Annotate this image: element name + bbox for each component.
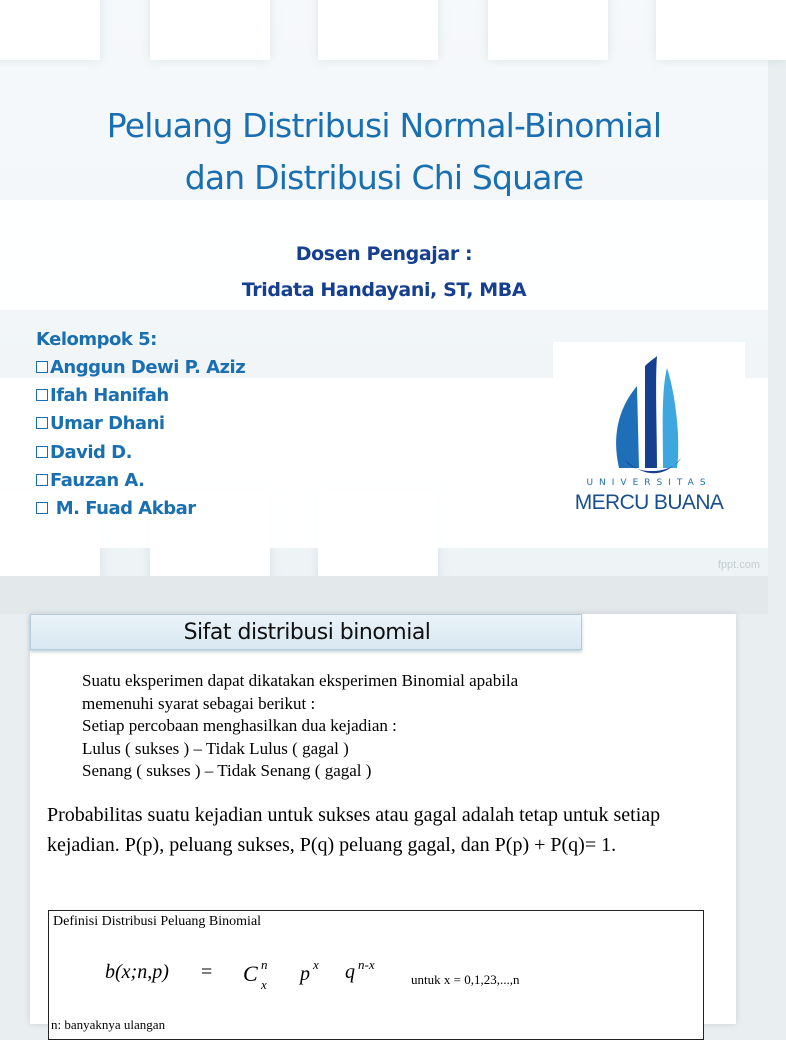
formula-c-subscript: x <box>261 977 267 992</box>
definition-note: n: banyaknya ulangan <box>51 1017 166 1032</box>
list-item <box>36 467 245 495</box>
checkbox-bullet-icon <box>36 502 48 514</box>
formula-p-superscript: x <box>313 957 319 972</box>
lecturer-block <box>0 236 768 308</box>
content-slide <box>30 614 736 1032</box>
watermark: fppt.com <box>717 559 760 571</box>
formula-c-superscript: n <box>261 957 268 972</box>
logo-name: MERCU BUANA <box>574 491 724 514</box>
list-item <box>36 382 245 410</box>
formula-q-superscript: n-x <box>358 957 375 972</box>
slide-heading: Sifat distribusi binomial <box>183 620 431 645</box>
member-list <box>36 354 245 523</box>
bg-tile <box>656 0 786 60</box>
formula-equals: = <box>201 961 213 983</box>
checkbox-bullet-icon <box>36 474 48 486</box>
definition-title: Definisi Distribusi Peluang Binomial <box>53 914 262 929</box>
probability-paragraph: Probabilitas suatu kejadian untuk sukses atau gagal adalah tetap untuk setiap kejadian. P(p), peluang sukses, P(q) peluang gagal, dan P(p) + P(q)= 1. <box>47 804 661 856</box>
definition-box <box>48 910 704 1040</box>
mercu-buana-emblem-icon <box>553 342 745 478</box>
list-item <box>36 410 245 438</box>
page-title <box>0 100 768 204</box>
formula-p: p <box>300 963 310 985</box>
logo-university-text: UNIVERSITAS <box>586 478 712 488</box>
member-name: M. Fuad Akbar <box>50 498 196 520</box>
member-name: Fauzan A. <box>50 469 145 491</box>
university-logo <box>553 342 745 532</box>
member-name: David D. <box>50 441 132 463</box>
list-item <box>36 495 245 523</box>
checkbox-bullet-icon <box>36 389 48 401</box>
intro-line: Senang ( sukses ) – Tidak Senang ( gagal ) <box>82 761 372 780</box>
formula-condition: untuk x = 0,1,23,...,n <box>411 972 520 987</box>
checkbox-bullet-icon <box>36 417 48 429</box>
checkbox-bullet-icon <box>36 361 48 373</box>
intro-text <box>82 670 518 783</box>
bg-tile <box>0 0 100 60</box>
bg-tile <box>318 0 438 60</box>
lecturer-name: Tridata Handayani, ST, MBA <box>241 279 527 301</box>
title-line-1: Peluang Distribusi Normal-Binomial <box>106 106 662 145</box>
intro-line: Suatu eksperimen dapat dikatakan eksperimen Binomial apabila <box>82 671 519 690</box>
member-name: Umar Dhani <box>50 413 165 435</box>
formula-combination: C <box>243 961 258 986</box>
intro-line: memenuhi syarat sebagai berikut : <box>82 693 316 713</box>
list-item <box>36 354 245 382</box>
list-item <box>36 439 245 467</box>
member-name: Anggun Dewi P. Aziz <box>50 357 246 378</box>
title-line-2: dan Distribusi Chi Square <box>184 158 584 197</box>
heading-bar <box>30 614 582 650</box>
formula-lhs: b(x;n,p) <box>105 961 169 983</box>
slide-gap <box>0 576 768 614</box>
intro-line: Setiap percobaan menghasilkan dua kejadian : <box>82 716 397 735</box>
intro-line: Lulus ( sukses ) – Tidak Lulus ( gagal ) <box>82 738 349 758</box>
checkbox-bullet-icon <box>36 446 48 458</box>
bg-tile <box>488 0 608 60</box>
member-name: Ifah Hanifah <box>50 385 169 407</box>
lecturer-label: Dosen Pengajar : <box>295 243 473 265</box>
formula-q: q <box>345 961 355 983</box>
group-label: Kelompok 5: <box>36 329 157 350</box>
bg-tile <box>150 0 270 60</box>
